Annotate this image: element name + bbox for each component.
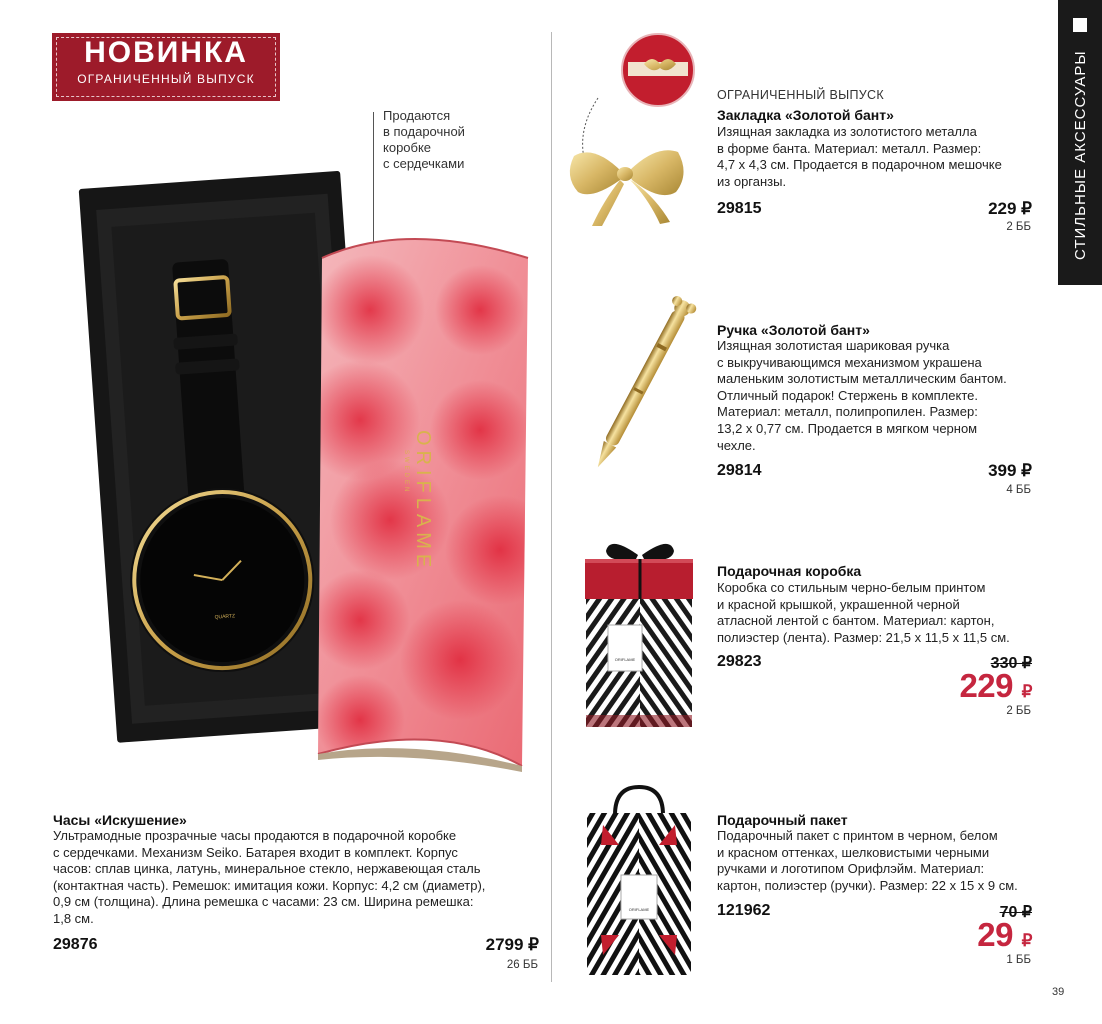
bonus-points: 4 ББ: [1006, 484, 1031, 496]
box-brand-logo: ORIFLAME: [412, 430, 434, 573]
product-code: 29876: [53, 936, 98, 953]
description-line: Подарочный пакет с принтом в черном, белом: [717, 828, 998, 843]
product-description: [717, 580, 1057, 646]
note-line: Продаются: [383, 108, 451, 123]
product-price: 2799 ₽: [485, 935, 539, 954]
product-code: 29814: [717, 462, 762, 479]
sale-price-value: 229: [959, 667, 1013, 704]
description-line: из органзы.: [717, 173, 787, 189]
old-price: 70 ₽: [999, 904, 1032, 921]
product-description: [717, 828, 1057, 894]
description-line: Материал: металл, полипропилен. Размер:: [717, 404, 978, 420]
product-code: 29815: [717, 200, 762, 217]
bonus-points: 1 ББ: [1006, 954, 1031, 966]
product-title: Закладка «Золотой бант»: [717, 107, 894, 123]
section-title: СТИЛЬНЫЕ АКСЕССУАРЫ: [1072, 50, 1089, 260]
description-line: ручками и логотипом Орифлэйм. Материал:: [717, 861, 985, 877]
product-code: 29823: [717, 653, 762, 670]
description-line: 4,7 х 4,3 см. Продается в подарочном мешочке: [717, 157, 1002, 173]
description-line: чехле.: [717, 437, 756, 453]
product-title: Ручка «Золотой бант»: [717, 322, 870, 338]
product-description: [717, 124, 1047, 190]
bonus-points: 2 ББ: [1006, 221, 1031, 233]
page-number: 39: [1052, 986, 1065, 998]
description-line: Ультрамодные прозрачные часы продаются в подарочной коробке: [53, 828, 457, 843]
description-line: и красном оттенках, шелковистыми черными: [717, 844, 990, 860]
product-title: Часы «Искушение»: [53, 812, 187, 828]
column-divider: [551, 32, 552, 982]
description-line: с сердечками. Механизм Seiko. Батарея входит в комплект. Корпус: [53, 844, 458, 860]
note-line: коробке: [383, 140, 432, 155]
product-price: 229 ₽: [988, 199, 1032, 218]
description-line: картон, полиэстер (ручки). Размер: 22 х 15 х 9 см.: [717, 877, 1018, 893]
gift-bag-image: [583, 785, 695, 977]
sale-price: [959, 667, 1032, 705]
bookmark-image: [558, 28, 710, 228]
description-line: с выкручивающимся механизмом украшена: [717, 354, 982, 370]
description-line: маленьким золотистым металлическим бантом.: [717, 371, 1007, 387]
note-line: в подарочной: [383, 124, 465, 139]
description-line: атласной лентой с бантом. Материал: картон,: [717, 613, 995, 629]
description-line: Изящная золотистая шариковая ручка: [717, 338, 950, 353]
sale-price: [977, 916, 1032, 954]
old-price: 330 ₽: [990, 655, 1032, 672]
description-line: Коробка со стильным черно-белым принтом: [717, 580, 986, 595]
description-line: часов: сплав цинка, латунь, минеральное стекло, нержавеющая сталь: [53, 861, 481, 877]
description-line: и красной крышкой, украшенной черной: [717, 596, 960, 612]
description-line: 13,2 х 0,77 см. Продается в мягком черном: [717, 420, 978, 436]
product-title: Подарочный пакет: [717, 812, 848, 828]
product-description: [53, 828, 543, 928]
description-line: 1,8 см.: [53, 910, 94, 926]
description-line: Изящная закладка из золотистого металла: [717, 124, 977, 139]
watch-dial-brand: QUARTZ: [214, 613, 236, 621]
bonus-points: 26 ББ: [506, 959, 538, 971]
watch-in-box-image: [60, 160, 540, 775]
product-price: 399 ₽: [988, 461, 1032, 480]
description-line: 0,9 см (толщина). Длина ремешка с часами: 23 см. Ширина ремешка:: [53, 894, 474, 910]
new-badge: [52, 33, 280, 101]
box-brand-sub: SWEDEN: [403, 450, 409, 495]
description-line: полиэстер (лента). Размер: 21,5 х 11,5 х 11,5 см.: [717, 629, 1010, 645]
section-side-tab: [1058, 0, 1102, 285]
badge-subtitle: ОГРАНИЧЕННЫЙ ВЫПУСК: [77, 72, 255, 86]
pen-image: [578, 290, 704, 482]
product-code: 121962: [717, 902, 771, 919]
note-line: с сердечками: [383, 156, 465, 171]
badge-title: НОВИНКА: [84, 36, 248, 69]
product-title: Подарочная коробка: [717, 563, 862, 579]
description-line: в форме банта. Материал: металл. Размер:: [717, 140, 982, 156]
sale-price-value: 29: [977, 916, 1013, 953]
description-line: (контактная часть). Ремешок: имитация кожи. Корпус: 4,2 см (диаметр),: [53, 877, 486, 893]
gift-bag-brand: ORIFLAME: [628, 907, 650, 912]
currency-sign: ₽: [1021, 682, 1032, 701]
section-marker-icon: [1073, 18, 1087, 32]
limited-edition-label: ОГРАНИЧЕННЫЙ ВЫПУСК: [717, 88, 884, 102]
description-line: Отличный подарок! Стержень в комплекте.: [717, 387, 978, 403]
product-description: [717, 338, 1047, 454]
gift-box-image: [580, 535, 698, 730]
gift-box-brand: ORIFLAME: [614, 657, 636, 662]
bonus-points: 2 ББ: [1006, 705, 1031, 717]
currency-sign: ₽: [1021, 931, 1032, 950]
